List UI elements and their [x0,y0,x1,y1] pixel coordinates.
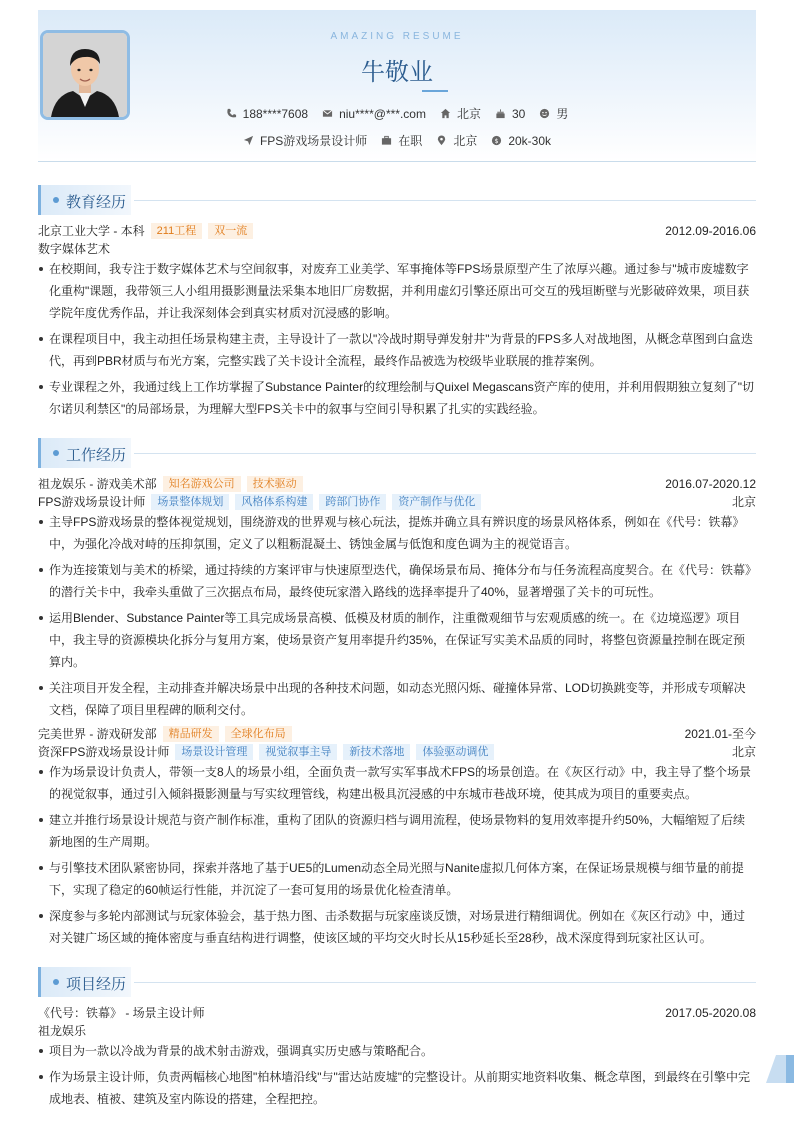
project-period: 2017.05-2020.08 [665,1005,756,1020]
school-tag: 双一流 [208,223,253,239]
role-tag: 体验驱动调优 [416,744,494,760]
school-name: 北京工业大学 - 本科 [38,224,145,238]
job-title-info [243,132,367,149]
project-title-row [38,1004,756,1021]
section-project [38,967,756,997]
target-city-info [436,132,477,149]
role-tag: 视觉叙事主导 [259,744,337,760]
work-role-row [38,743,756,760]
education-school-row [38,222,756,239]
status-text: 在职 [398,134,423,148]
location-pin-icon [436,135,447,146]
email-text: niu****@***.com [339,106,426,121]
work-company-row [38,725,756,742]
work-bullet: 运用Blender、Substance Painter等工具完成场景高模、低模及材质的制作，注重微观细节与宏观质感的统一。在《边境巡逻》项目中，我主导的资源模块化拆分与复用方案，使场景资产复用率提升约35%，在保证写实美术品质的同时，将整包资源量控制在既定预算内。 [38,607,756,673]
send-icon [243,135,254,146]
company-tag: 知名游戏公司 [163,476,241,492]
money-icon [491,135,502,146]
section-work [38,438,756,468]
name-underline [422,90,448,92]
role-tag: 跨部门协作 [319,494,386,510]
section-education [38,185,756,215]
project-bullet: 作为场景主设计师，负责两幅核心地图"柏林墙沿线"与"雷达站废墟"的完整设计。从前期实地资料收集、概念草图，到最终在引擎中完成地表、植被、建筑及室内陈设的搭建，全程把控。 [38,1066,756,1110]
education-bullet: 在校期间，我专注于数字媒体艺术与空间叙事，对废弃工业美学、军事掩体等FPS场景原型产生了浓厚兴趣。通过参与"城市废墟数字化重构"课题，我带领三人小组用摄影测量法采集本地旧厂房数据，并利用虚幻引擎还原出可交互的残垣断壁与光影破碎效果，项目获学院年度优秀作品，并让我深刻体会到真实材质对沉浸感的影响。 [38,258,756,324]
cake-icon [495,108,506,119]
work-period: 2021.01-至今 [684,727,756,741]
section-title: 教育经历 [66,194,127,211]
project-bullet: 项目为一款以冷战为背景的战术射击游戏，强调真实历史感与策略配合。 [38,1040,756,1062]
role-name: FPS游戏场景设计师 [38,495,146,509]
work-period: 2016.07-2020.12 [665,476,756,491]
header-tagline: AMAZING RESUME [330,31,464,42]
city-info [440,105,481,122]
school-tag: 211工程 [151,223,203,239]
target-city-text: 北京 [453,134,478,148]
education-bullet: 专业课程之外，我通过线上工作坊掌握了Substance Painter的纹理绘制与Quixel Megascans资产库的使用，并利用假期独立复刻了"切尔诺贝利禁区"的局部场景，为理解大型FPS关卡中的叙事与空间引导积累了扎实的实践经验。 [38,376,756,420]
major-name: 数字媒体艺术 [38,242,111,256]
resume-header [38,10,756,162]
work-location: 北京 [731,495,756,509]
company-name: 祖龙娱乐 - 游戏美术部 [38,477,157,491]
section-title: 工作经历 [66,447,127,464]
work-location: 北京 [731,745,756,759]
gender-info [539,105,568,122]
phone-info [226,107,308,121]
company-tag: 技术驱动 [247,476,303,492]
svg-text:$: $ [494,136,499,145]
home-icon [440,108,451,119]
city-text: 北京 [456,107,481,121]
email-info [322,107,426,121]
contact-row [38,105,756,122]
status-info [381,132,422,149]
role-tag: 风格体系构建 [235,494,313,510]
briefcase-icon [381,135,392,146]
salary-text: 20k-30k [508,133,552,148]
phone-text: 188****7608 [242,106,309,121]
education-bullet: 在课程项目中，我主动担任场景构建主责，主导设计了一款以"冷战时期导弹发射井"为背景的FPS多人对战地图，从概念草图到白盒迭代，再到PBR材质与布光方案，完整实践了关卡设计全流程，最终作品被选为校级毕业联展的推荐案例。 [38,328,756,372]
gender-icon [539,108,550,119]
phone-icon [226,108,237,119]
project-company: 祖龙娱乐 [38,1024,87,1038]
job-title-text: FPS游戏场景设计师 [259,134,368,148]
candidate-name: 牛敬业 [361,59,433,86]
project-company-row [38,1022,756,1039]
work-bullet: 主导FPS游戏场景的整体视觉规划，围绕游戏的世界观与核心玩法，提炼并确立具有辨识度的场景风格体系，例如在《代号：铁幕》中，为强化冷战对峙的压抑氛围，定义了以粗粝混凝土、锈蚀金属与低饱和度色调为主的视觉语言。 [38,511,756,555]
work-bullet: 关注项目开发全程，主动排查并解决场景中出现的各种技术问题，如动态光照闪烁、碰撞体异常、LOD切换跳变等，并形成专项解决文档，保障了项目里程碑的顺利交付。 [38,677,756,721]
work-bullet: 深度参与多轮内部测试与玩家体验会，基于热力图、击杀数据与玩家座谈反馈，对场景进行精细调优。例如在《灰区行动》中，通过对关键广场区域的掩体密度与垂直结构进行调整，使该区域的平均交火时长从15秒延长至28秒，战术深度得到玩家社区认可。 [38,905,756,949]
company-tag: 精品研发 [163,726,219,742]
age-info [495,107,525,121]
section-title: 项目经历 [66,976,127,993]
role-name: 资深FPS游戏场景设计师 [38,745,170,759]
salary-info [491,134,551,148]
role-tag: 资产制作与优化 [392,494,481,510]
intention-row [38,132,756,149]
company-name: 完美世界 - 游戏研发部 [38,727,157,741]
education-major-row [38,240,756,257]
age-text: 30 [511,106,526,121]
work-bullet: 作为场景设计负责人，带领一支8人的场景小组，全面负责一款写实军事战术FPS的场景创造。在《灰区行动》中，我主导了整个场景的视觉叙事，通过引入倾斜摄影测量与写实纹理管线，构建出极具沉浸感的中东城市巷战环境，使其成为项目的重要卖点。 [38,761,756,805]
company-tag: 全球化布局 [225,726,292,742]
gender-text: 男 [556,107,569,121]
mail-icon [322,108,333,119]
work-bullet: 与引擎技术团队紧密协同，探索并落地了基于UE5的Lumen动态全局光照与Nanite虚拟几何体方案，在保证场景规模与细节量的前提下，实现了稳定的60帧运行性能，并沉淀了一套可复用的场景优化检查清单。 [38,857,756,901]
role-tag: 场景整体规划 [151,494,229,510]
work-bullet: 建立并推行场景设计规范与资产制作标准，重构了团队的资源归档与调用流程，使场景物料的复用效率提升约50%，大幅缩短了后续新地图的生产周期。 [38,809,756,853]
project-title: 《代号：铁幕》 - 场景主设计师 [38,1006,205,1020]
work-company-row [38,475,756,492]
work-bullet: 作为连接策划与美术的桥梁，通过持续的方案评审与快速原型迭代，确保场景布局、掩体分布与任务流程高度契合。在《代号：铁幕》的潜行关卡中，我牵头重做了三次据点布局，最终使玩家潜入路线的选择率提升了40%，显著增强了关卡的可玩性。 [38,559,756,603]
education-period: 2012.09-2016.06 [665,223,756,238]
page-corner-decoration [766,1055,794,1083]
work-role-row [38,493,756,510]
role-tag: 新技术落地 [343,744,410,760]
role-tag: 场景设计管理 [175,744,253,760]
